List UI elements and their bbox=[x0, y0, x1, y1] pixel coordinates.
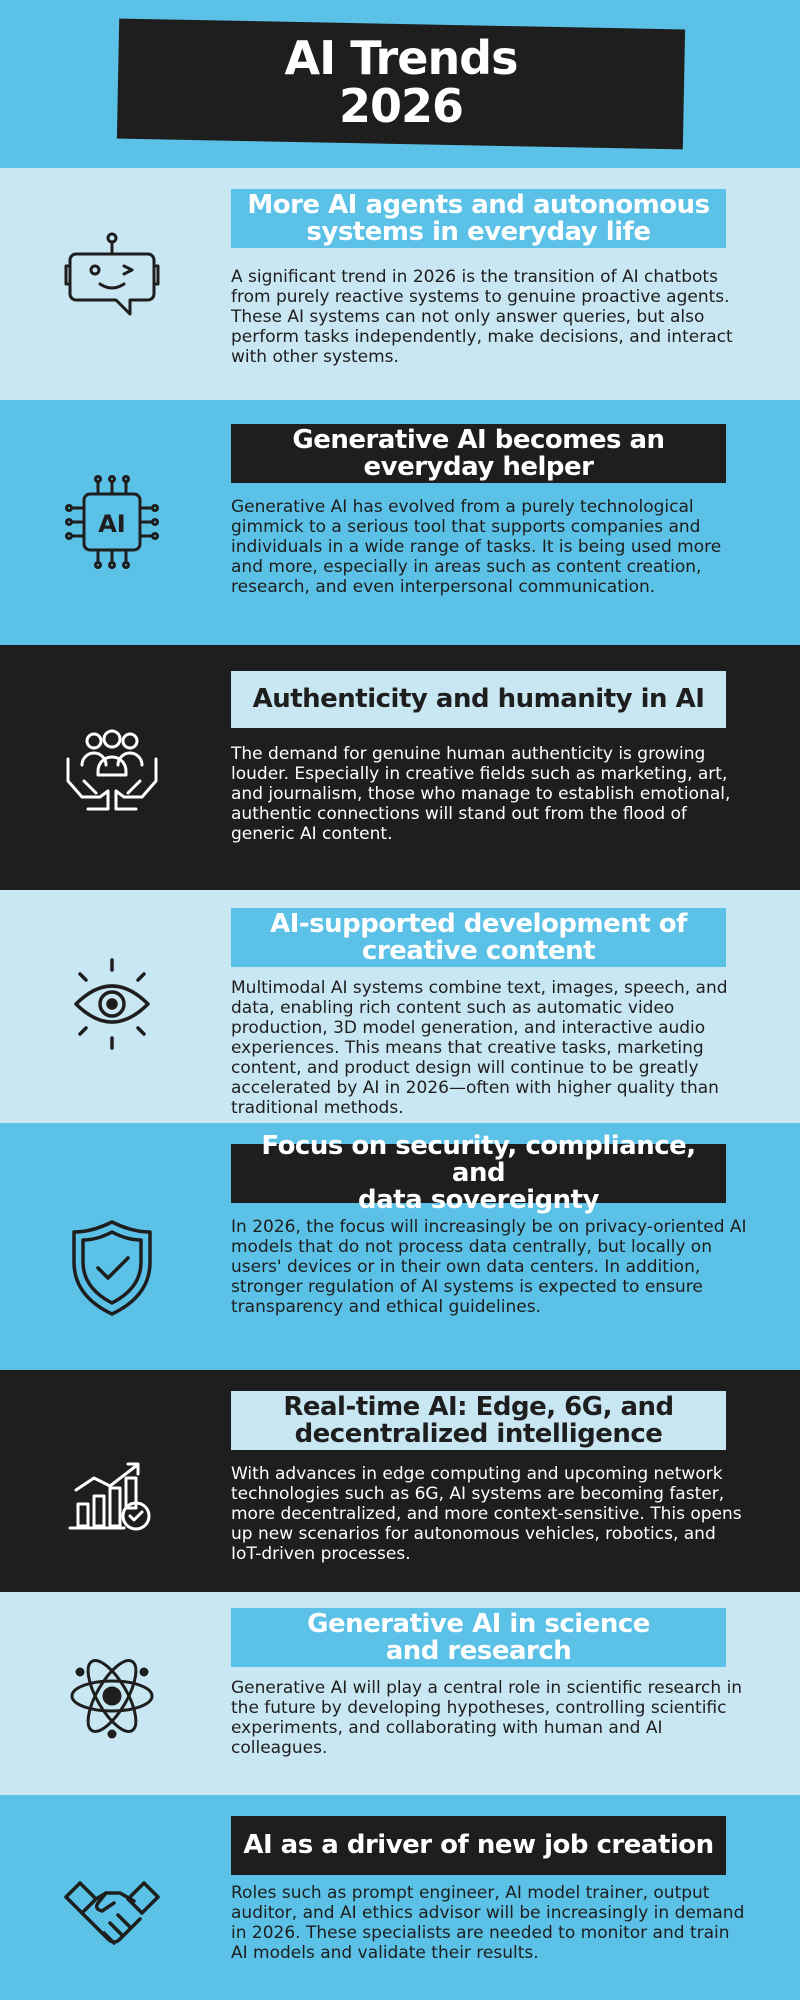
trend-section-8 bbox=[0, 1795, 800, 2000]
trend-body: The demand for genuine human authenticity is growing louder. Especially in creative fields such as marketing, art, and journalism, those who manage to establish emotional, authentic connections will stand out from the flood of generic AI content. bbox=[231, 744, 731, 844]
trend-section-2 bbox=[0, 400, 800, 645]
heading-line-2: data sovereignty bbox=[358, 1185, 599, 1215]
heading-line-1: Focus on security, compliance, and bbox=[261, 1131, 696, 1188]
heading-line-2: decentralized intelligence bbox=[294, 1418, 663, 1449]
ai-chip-icon bbox=[60, 470, 164, 574]
trend-body: Roles such as prompt engineer, AI model trainer, output auditor, and AI ethics advisor will be increasingly in demand in 2026. These specialists are needed to monitor and train AI models and validate their results. bbox=[231, 1883, 745, 1963]
people-in-hands-icon bbox=[60, 725, 164, 829]
heading-line-1: AI-supported development of bbox=[270, 908, 687, 939]
handshake-icon bbox=[60, 1867, 164, 1971]
trend-body: A significant trend in 2026 is the transition of AI chatbots from purely reactive systems to genuine proactive agents. These AI systems can not only answer queries, but also perform tasks independently, make decisions, and interact with other systems. bbox=[231, 267, 733, 367]
trend-heading bbox=[231, 189, 726, 248]
heading-line-1: Authenticity and humanity in AI bbox=[252, 684, 705, 714]
heading-line-1: Generative AI in science bbox=[307, 1608, 650, 1639]
trend-body: Multimodal AI systems combine text, images, speech, and data, enabling rich content such as automatic video production, 3D model generation, and interactive audio experiences. This means that creative tasks, marketing content, and product design will continue to be greatly accelerated by AI in 2026—often with higher quality than traditional methods. bbox=[231, 978, 728, 1118]
trend-heading bbox=[231, 1608, 726, 1667]
trend-heading bbox=[231, 908, 726, 967]
trend-body: Generative AI will play a central role in scientific research in the future by developing hypotheses, controlling scientific experiments, and collaborating with human and AI colleagues. bbox=[231, 1678, 743, 1758]
trend-body: In 2026, the focus will increasingly be on privacy-oriented AI models that do not process data centrally, but locally on users' devices or in their own data centers. In addition, stronger regulation of AI systems is expected to ensure transparency and ethical guidelines. bbox=[231, 1217, 747, 1317]
heading-line-2: creative content bbox=[361, 935, 596, 966]
trend-heading bbox=[231, 424, 726, 483]
trend-body: Generative AI has evolved from a purely technological gimmick to a serious tool that supports companies and individuals in a wide range of tasks. It is being used more and more, especially in areas such as content creation, research, and even interpersonal communication. bbox=[231, 497, 722, 597]
ai-chip-label: AI bbox=[98, 510, 126, 538]
atom-icon bbox=[60, 1644, 164, 1748]
trend-heading bbox=[231, 1816, 726, 1875]
trend-heading bbox=[231, 671, 726, 728]
robot-icon bbox=[60, 228, 164, 332]
trend-section-3 bbox=[0, 645, 800, 890]
header bbox=[0, 0, 800, 168]
trend-heading bbox=[231, 1391, 726, 1450]
heading-line-1: More AI agents and autonomous bbox=[247, 189, 710, 220]
heading-line-1: AI as a driver of new job creation bbox=[243, 1830, 714, 1860]
page-title bbox=[118, 31, 684, 133]
title-line-2: 2026 bbox=[338, 79, 464, 133]
shield-check-icon bbox=[60, 1216, 164, 1320]
growth-chart-icon bbox=[60, 1442, 164, 1546]
trend-section-6 bbox=[0, 1370, 800, 1592]
heading-line-2: everyday helper bbox=[363, 451, 594, 482]
trend-section-5 bbox=[0, 1123, 800, 1370]
trend-heading bbox=[231, 1131, 726, 1215]
heading-line-1: Real-time AI: Edge, 6G, and bbox=[283, 1391, 674, 1422]
title-line-1: AI Trends bbox=[284, 31, 518, 85]
eye-icon bbox=[60, 952, 164, 1056]
trend-section-7 bbox=[0, 1592, 800, 1795]
trend-body: With advances in edge computing and upcoming network technologies such as 6G, AI systems are becoming faster, more decentralized, and more context-sensitive. This opens up new scenarios for autonomous vehicles, robotics, and IoT-driven processes. bbox=[231, 1464, 742, 1564]
trend-section-4 bbox=[0, 890, 800, 1123]
heading-line-2: and research bbox=[385, 1635, 572, 1666]
trend-section-1 bbox=[0, 168, 800, 400]
heading-line-2: systems in everyday life bbox=[306, 216, 651, 247]
heading-line-1: Generative AI becomes an bbox=[292, 424, 665, 455]
